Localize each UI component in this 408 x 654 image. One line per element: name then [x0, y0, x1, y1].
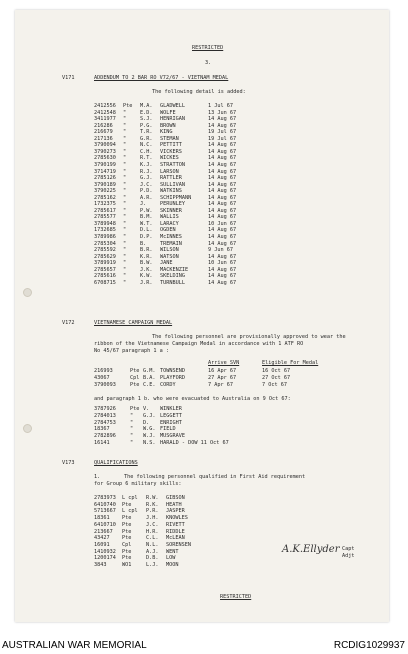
date: 14 Aug 67 — [208, 234, 237, 240]
date: 10 Jun 67 — [208, 220, 237, 227]
initials: D.L. — [140, 227, 153, 234]
initials: J.C. — [146, 521, 159, 528]
rank: " — [123, 161, 127, 168]
service-number: 3714719 — [94, 168, 116, 175]
surname: McLEAN — [166, 535, 185, 542]
rank: Pte — [122, 515, 132, 522]
rank: " — [123, 214, 127, 221]
service-number: 216993 — [94, 368, 113, 374]
surname: TREMAIN — [160, 240, 182, 247]
service-number: 3789948 — [94, 220, 116, 227]
rank: Pte — [130, 381, 140, 388]
service-number: 216679 — [94, 129, 113, 136]
rank: " — [123, 175, 127, 182]
initials: J. — [140, 201, 147, 208]
rank: Pte — [122, 535, 132, 542]
surname: JANE — [160, 260, 173, 267]
initials: P.W. — [140, 207, 153, 214]
surname: HARALD - DOW 11 Oct 67 — [160, 440, 229, 446]
initials: G.J. — [140, 175, 153, 182]
date: 14 Aug 67 — [208, 279, 237, 286]
service-number: 2785616 — [94, 273, 116, 280]
rank: " — [123, 201, 127, 208]
service-number: 3790189 — [94, 181, 116, 188]
service-number: 2412556 — [94, 103, 116, 109]
surname: WALLIS — [160, 214, 179, 221]
service-number: 3787926 — [94, 406, 116, 412]
initials: B.A. — [143, 374, 156, 381]
service-number: 2785657 — [94, 266, 116, 273]
signature-rank-adjt: Adjt — [342, 553, 355, 559]
date: 14 Aug 67 — [208, 266, 237, 273]
surname: LARSON — [160, 168, 179, 175]
section-title-qualifications: QUALIFICATIONS — [94, 460, 138, 466]
surname: SORENSEN — [166, 541, 191, 548]
section-intro: The following detail is added: — [152, 89, 246, 95]
page-number: 3. — [205, 60, 212, 66]
service-number: 2785577 — [94, 214, 116, 221]
rank: L cpl — [122, 495, 138, 501]
surname: LEGGETT — [160, 412, 182, 419]
date: 14 Aug 67 — [208, 142, 237, 149]
initials: P.D. — [140, 188, 153, 195]
campaign-intro-line-3: No 45/67 paragraph 1 a : — [94, 348, 169, 354]
surname: HEATH — [166, 501, 182, 508]
initials: R.J. — [140, 168, 153, 175]
service-number: 3411977 — [94, 116, 116, 123]
service-number: 3790225 — [94, 188, 116, 195]
initials: P.R. — [146, 508, 159, 515]
service-number: 217136 — [94, 135, 113, 142]
rank: Pte — [122, 521, 132, 528]
surname: OGDEN — [160, 227, 176, 234]
surname: WINKLER — [160, 406, 182, 412]
date: 14 Aug 67 — [208, 207, 237, 214]
arrive-date: 16 Apr 67 — [208, 368, 237, 374]
service-number: 2784753 — [94, 419, 116, 426]
surname: LARACY — [160, 220, 179, 227]
section-title-campaign-medal: VIETNAMESE CAMPAIGN MEDAL — [94, 320, 173, 326]
rank: " — [123, 181, 127, 188]
surname: VICKERS — [160, 148, 182, 155]
service-number: 2785630 — [94, 155, 116, 162]
initials: S.J. — [140, 116, 153, 123]
paragraph-b: and paragraph 1 b. who were evacuated to Australia on 9 Oct 67: — [94, 396, 291, 402]
date: 14 Aug 67 — [208, 175, 237, 182]
qualifications-intro-line-2: for Group 6 military skills: — [94, 481, 182, 487]
rank: " — [123, 240, 127, 247]
surname: PERUNLEY — [160, 201, 185, 208]
initials: B.R. — [140, 247, 153, 254]
surname: FIELD — [160, 426, 176, 433]
initials: W.T. — [140, 220, 153, 227]
column-header-arrive: Arrive SVN — [208, 360, 240, 366]
service-number: 2784013 — [94, 412, 116, 419]
surname: TOWNSEND — [160, 368, 185, 374]
rank: " — [123, 260, 127, 267]
rank: Pte — [123, 103, 133, 109]
surname: WATKINS — [160, 188, 182, 195]
initials: N.C. — [140, 142, 153, 149]
surname: RIVETT — [166, 521, 185, 528]
initials: R.K. — [146, 501, 159, 508]
surname: McINNES — [160, 234, 182, 240]
initials: A.J. — [146, 548, 159, 555]
service-number: 6708715 — [94, 279, 116, 286]
service-number: 1410932 — [94, 548, 116, 555]
service-number: 3790094 — [94, 142, 116, 149]
service-number: 3790273 — [94, 148, 116, 155]
initials: B. — [140, 240, 147, 247]
rank: " — [130, 412, 134, 419]
surname: WATSON — [160, 253, 179, 260]
service-number: 2785304 — [94, 240, 116, 247]
rank: " — [123, 188, 127, 195]
rank: " — [130, 433, 134, 440]
service-number: 6410740 — [94, 501, 116, 508]
rank: " — [123, 266, 127, 273]
rank: Pte — [122, 555, 132, 562]
footer-institution: AUSTRALIAN WAR MEMORIAL — [2, 640, 147, 651]
rank: " — [123, 234, 127, 240]
initials: J.K. — [140, 266, 153, 273]
date: 14 Aug 67 — [208, 273, 237, 280]
initials: V. — [143, 406, 150, 412]
rank: L cpl — [122, 508, 138, 515]
service-number: 16091 — [94, 541, 110, 548]
rank: Pte — [122, 501, 132, 508]
initials: G.J. — [143, 412, 156, 419]
document-page — [15, 10, 389, 622]
date: 14 Aug 67 — [208, 148, 237, 155]
initials: L.J. — [146, 562, 159, 568]
initials: A.R. — [140, 194, 153, 201]
initials: G.R. — [140, 135, 153, 142]
service-number: 43067 — [94, 374, 110, 381]
service-number: 2783973 — [94, 495, 116, 501]
rank: WO1 — [122, 562, 132, 568]
surname: RIDDLE — [166, 528, 185, 535]
rank: Pte — [130, 368, 140, 374]
initials: G.M. — [143, 368, 156, 374]
date: 14 Aug 67 — [208, 161, 237, 168]
surname: BROWN — [160, 122, 176, 129]
rank: " — [123, 227, 127, 234]
classification-bottom: RESTRICTED — [220, 594, 252, 600]
service-number: 18367 — [94, 426, 110, 433]
rank: " — [123, 273, 127, 280]
initials: D. — [143, 419, 150, 426]
surname: SULLIVAN — [160, 181, 185, 188]
surname: CORDY — [160, 381, 176, 388]
service-number: 1200174 — [94, 555, 116, 562]
rank: " — [130, 426, 134, 433]
initials: C.E. — [143, 381, 156, 388]
date: 14 Aug 67 — [208, 201, 237, 208]
punch-hole-top — [23, 288, 32, 297]
rank: " — [123, 135, 127, 142]
initials: P.G. — [140, 122, 153, 129]
section-ref-v172: V172 — [62, 320, 75, 326]
rank: Cpl — [122, 541, 132, 548]
section-ref-v173: V173 — [62, 460, 75, 466]
surname: MOON — [166, 562, 179, 568]
surname: ENRIGHT — [160, 419, 182, 426]
surname: GLADWELL — [160, 103, 185, 109]
surname: SKINNER — [160, 207, 182, 214]
service-number: 1732685 — [94, 227, 116, 234]
date: 14 Aug 67 — [208, 240, 237, 247]
archive-footer — [0, 636, 408, 654]
service-number: 3790093 — [94, 381, 116, 388]
surname: SCHIPPMANN — [160, 194, 192, 201]
service-number: 3789919 — [94, 260, 116, 267]
initials: N.S. — [143, 440, 156, 446]
initials: N.L. — [146, 541, 159, 548]
rank: " — [123, 279, 127, 286]
initials: B.W. — [140, 260, 153, 267]
initials: K.W. — [140, 273, 153, 280]
arrive-date: 27 Apr 67 — [208, 374, 237, 381]
surname: GIBSON — [166, 495, 185, 501]
surname: RATTLER — [160, 175, 182, 182]
eligible-date: 16 Oct 67 — [262, 368, 291, 374]
service-number: 6410710 — [94, 521, 116, 528]
initials: W.J. — [143, 433, 156, 440]
rank: Pte — [122, 528, 132, 535]
service-number: 2785162 — [94, 194, 116, 201]
rank: " — [130, 440, 134, 446]
item-number: 1. — [94, 474, 101, 480]
date: 14 Aug 67 — [208, 122, 237, 129]
rank: " — [123, 247, 127, 254]
rank: " — [123, 194, 127, 201]
surname: MUSGRAVE — [160, 433, 185, 440]
initials: H.R. — [146, 528, 159, 535]
initials: C.L. — [146, 535, 159, 542]
classification-top: RESTRICTED — [192, 45, 224, 51]
service-number: 2782896 — [94, 433, 116, 440]
service-number: 2785617 — [94, 207, 116, 214]
rank: Cpl — [130, 374, 140, 381]
initials: D.P. — [140, 234, 153, 240]
service-number: 3789986 — [94, 234, 116, 240]
initials: W.G. — [143, 426, 156, 433]
rank: " — [123, 142, 127, 149]
column-header-eligible: Eligible For Medal — [262, 360, 319, 366]
initials: R.W. — [146, 495, 159, 501]
date: 1 Jul 67 — [208, 103, 233, 109]
surname: LOW — [166, 555, 176, 562]
initials: J.H. — [146, 515, 159, 522]
date: 14 Aug 67 — [208, 214, 237, 221]
initials: C.H. — [140, 148, 153, 155]
rank: " — [123, 168, 127, 175]
date: 14 Aug 67 — [208, 168, 237, 175]
service-number: 16141 — [94, 440, 110, 446]
date: 9 Jun 67 — [208, 247, 233, 254]
campaign-intro-line-1: The following personnel are provisionally approved to wear the — [152, 334, 346, 340]
rank: " — [123, 207, 127, 214]
rank: " — [123, 122, 127, 129]
rank: Pte — [122, 548, 132, 555]
initials: K.J. — [140, 161, 153, 168]
qualifications-intro-line-1: The following personnel qualified in First Aid requirement — [124, 474, 306, 480]
surname: STRATTON — [160, 161, 185, 168]
signature: A.K.Ellyder — [282, 544, 340, 555]
date: 14 Aug 67 — [208, 181, 237, 188]
date: 14 Aug 67 — [208, 155, 237, 162]
initials: D.B. — [146, 555, 159, 562]
initials: M.A. — [140, 103, 153, 109]
service-number: 43427 — [94, 535, 110, 542]
rank: " — [123, 220, 127, 227]
eligible-date: 7 Oct 67 — [262, 381, 287, 388]
service-number: 213667 — [94, 528, 113, 535]
date: 14 Aug 67 — [208, 188, 237, 195]
surname: PETTITT — [160, 142, 182, 149]
service-number: 2785629 — [94, 253, 116, 260]
rank: " — [123, 148, 127, 155]
service-number: 3843 — [94, 562, 107, 568]
service-number: 3790199 — [94, 161, 116, 168]
surname: TURNBULL — [160, 279, 185, 286]
footer-record-id: RCDIG1029937 — [333, 640, 405, 651]
surname: PLAYFORD — [160, 374, 185, 381]
surname: WENT — [166, 548, 179, 555]
surname: KNOWLES — [166, 515, 188, 522]
service-number: 216286 — [94, 122, 113, 129]
surname: WOLFE — [160, 109, 176, 116]
punch-hole-bottom — [23, 424, 32, 433]
date: 14 Aug 67 — [208, 227, 237, 234]
initials: T.R. — [140, 129, 153, 136]
section-title-vietnam-medal: ADDENDUM TO 2 BAR RO V72/67 - VIETNAM MEDAL — [94, 75, 229, 81]
signature-rank-capt: Capt — [342, 546, 355, 552]
initials: E.D. — [140, 109, 153, 116]
service-number: 18361 — [94, 515, 110, 522]
date: 10 Jun 67 — [208, 260, 237, 267]
surname: WILSON — [160, 247, 179, 254]
date: 13 Jun 67 — [208, 109, 237, 116]
date: 19 Jul 67 — [208, 129, 237, 136]
initials: R.T. — [140, 155, 153, 162]
date: 19 Jul 67 — [208, 135, 237, 142]
surname: KING — [160, 129, 173, 136]
rank: " — [130, 419, 134, 426]
service-number: 5713667 — [94, 508, 116, 515]
date: 14 Aug 67 — [208, 194, 237, 201]
service-number: 1732375 — [94, 201, 116, 208]
rank: " — [123, 116, 127, 123]
campaign-intro-line-2: ribbon of the Vietnamese Campaign Medal in accordance with 1 ATF RO — [94, 341, 304, 347]
surname: HENRIGAN — [160, 116, 185, 123]
service-number: 2412548 — [94, 109, 116, 116]
surname: SKELDING — [160, 273, 185, 280]
service-number: 2785126 — [94, 175, 116, 182]
date: 14 Aug 67 — [208, 116, 237, 123]
rank: " — [123, 129, 127, 136]
rank: " — [123, 253, 127, 260]
arrive-date: 7 Apr 67 — [208, 381, 233, 388]
surname: WICKES — [160, 155, 179, 162]
initials: J.C. — [140, 181, 153, 188]
surname: JASPER — [166, 508, 185, 515]
date: 14 Aug 67 — [208, 253, 237, 260]
surname: MACKENZIE — [160, 266, 189, 273]
service-number: 2785592 — [94, 247, 116, 254]
eligible-date: 27 Oct 67 — [262, 374, 291, 381]
initials: J.R. — [140, 279, 153, 286]
rank: " — [123, 109, 127, 116]
surname: STEMAN — [160, 135, 179, 142]
initials: K.R. — [140, 253, 153, 260]
section-ref-v171: V171 — [62, 75, 75, 81]
initials: B.M. — [140, 214, 153, 221]
rank: " — [123, 155, 127, 162]
rank: Pte — [130, 406, 140, 412]
